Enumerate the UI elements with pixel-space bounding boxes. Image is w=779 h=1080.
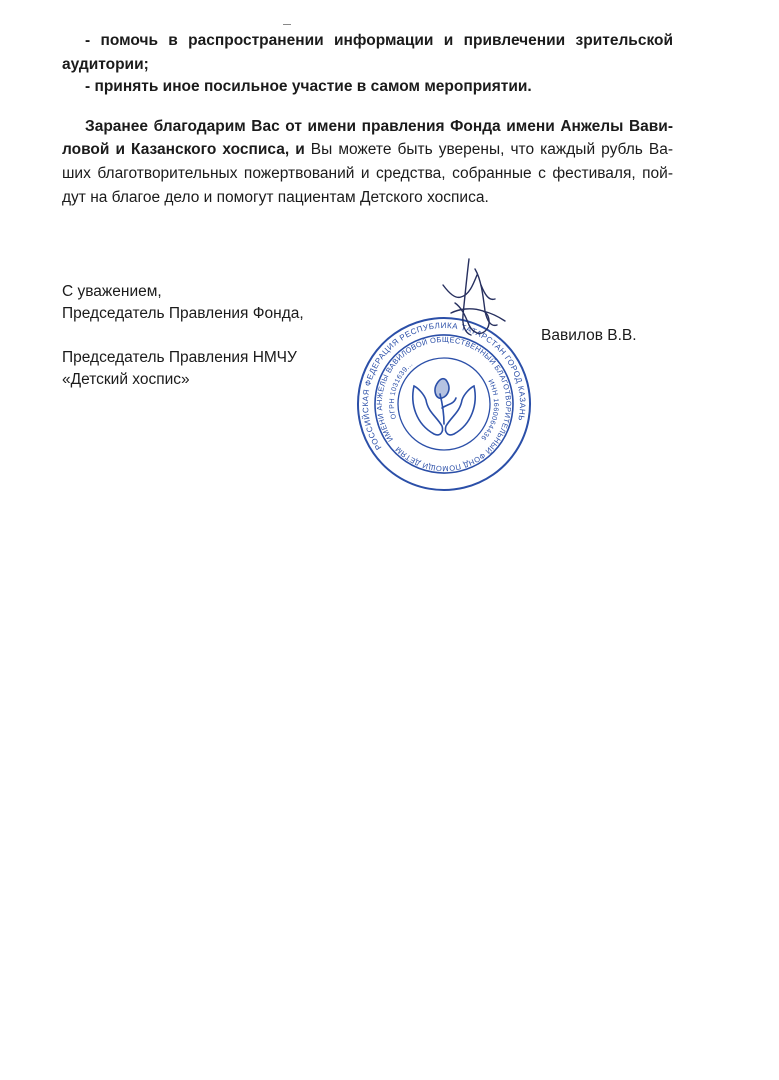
thanks-line-3: ших благотворительных пожертвований и средства, собранные с фестиваля, пой- [62, 165, 673, 182]
thanks-line-2-rest: Вы можете быть уверены, что каждый рубль Ва- [304, 141, 673, 158]
thanks-line-2-bold: ловой и Казанского хосписа, и [62, 141, 305, 158]
bullet-item-1-continuation: аудитории; [62, 56, 149, 73]
hospice-name: «Детский хоспис» [62, 371, 190, 388]
stamp-outer-text: РОССИЙСКАЯ ФЕДЕРАЦИЯ РЕСПУБЛИКА ТАТАРСТАН ГОРОД КАЗАНЬ [360, 320, 528, 452]
stamp-ogrn: ОГРН 1031639... [388, 360, 415, 420]
signer-name: Вавилов В.В. [541, 327, 637, 344]
thanks-line-1: Заранее благодарим Вас от имени правления Фонда имени Анжелы Вави- [85, 118, 673, 135]
stamp-inn: ИНН 1660064436 [479, 378, 500, 442]
position-fund-chair: Председатель Правления Фонда, [62, 305, 304, 322]
handwritten-signature [425, 255, 525, 350]
bullet-item-1: - помочь в распространении информации и привлечении зрительской [85, 32, 673, 49]
thanks-line-2 [62, 140, 673, 160]
bullet-item-2: - принять иное посильное участие в самом мероприятии. [85, 78, 532, 95]
greeting: С уважением, [62, 283, 162, 300]
stamp-inner-text: ИМЕНИ АНЖЕЛЫ ВАВИЛОВОЙ ОБЩЕСТВЕННЫЙ БЛАГОТВОРИТЕЛЬНЫЙ ФОНД ПОМОЩИ ДЕТЯМ [374, 334, 514, 474]
thanks-line-4: дут на благое дело и помогут пациентам Детского хосписа. [62, 189, 489, 206]
hands-flower-emblem [413, 379, 475, 435]
scan-mark [283, 24, 291, 25]
position-hospice-chair: Председатель Правления НМЧУ [62, 349, 297, 366]
